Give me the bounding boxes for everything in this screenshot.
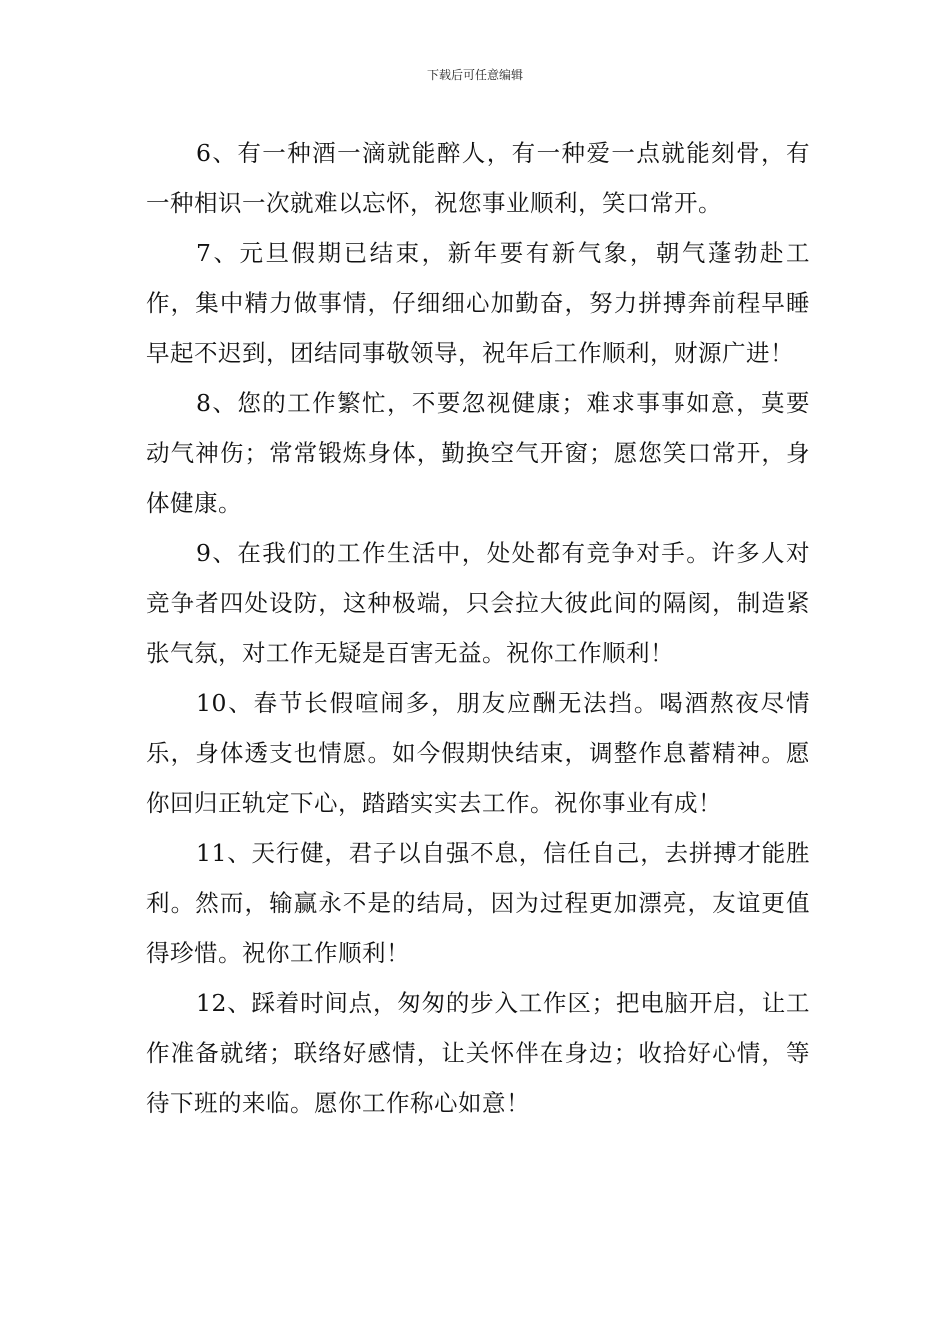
paragraph-11: 11、天行健，君子以自强不息，信任自己，去拼搏才能胜利。然而，输赢永不是的结局，因为过程更加漂亮，友谊更值得珍惜。祝你工作顺利！ [146, 839, 810, 967]
paragraph-6: 6、有一种酒一滴就能醉人，有一种爱一点就能刻骨，有一种相识一次就难以忘怀，祝您事业顺利，笑口常开。 [146, 139, 810, 217]
paragraph-8: 8、您的工作繁忙，不要忽视健康；难求事事如意，莫要动气神伤；常常锻炼身体，勤换空气开窗；愿您笑口常开，身体健康。 [146, 389, 810, 517]
document-body [146, 128, 810, 1128]
paragraph-7: 7、元旦假期已结束，新年要有新气象，朝气蓬勃赴工作，集中精力做事情，仔细细心加勤奋，努力拼搏奔前程早睡早起不迟到，团结同事敬领导，祝年后工作顺利，财源广进！ [146, 239, 810, 367]
paragraph-12: 12、踩着时间点，匆匆的步入工作区；把电脑开启，让工作准备就绪；联络好感情，让关怀伴在身边；收拾好心情，等待下班的来临。愿你工作称心如意！ [146, 989, 810, 1117]
page-header: 下载后可任意编辑 [426, 68, 523, 82]
paragraph-9: 9、在我们的工作生活中，处处都有竞争对手。许多人对竞争者四处设防，这种极端，只会拉大彼此间的隔阂，制造紧张气氛，对工作无疑是百害无益。祝你工作顺利！ [146, 539, 810, 667]
paragraph-10: 10、春节长假喧闹多，朋友应酬无法挡。喝酒熬夜尽情乐，身体透支也情愿。如今假期快结束，调整作息蓄精神。愿你回归正轨定下心，踏踏实实去工作。祝你事业有成！ [146, 689, 810, 817]
